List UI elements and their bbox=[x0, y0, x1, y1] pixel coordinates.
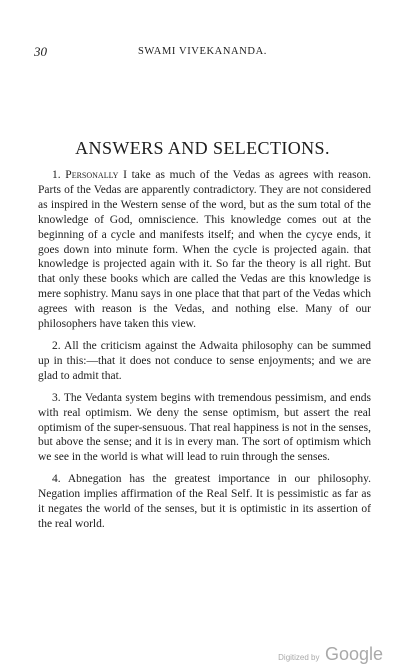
paragraph-1 bbox=[38, 168, 371, 332]
google-logo-text: Google bbox=[324, 644, 383, 664]
paragraph-3: 3. The Vedanta system begins with tremendous pessimism, and ends with real optimism. We deny the sense optimism, but assert the real optimism of the super-sensuous. That real happiness is not in the senses, but above the sense; and it is in every man. The sort of optimism which we see in the world is what will lead to ruin through the senses. bbox=[38, 391, 371, 464]
page-number: 30 bbox=[34, 44, 47, 59]
paragraph-1-number: 1. bbox=[52, 169, 66, 181]
paragraph-1-lead-word: Personally bbox=[65, 169, 119, 181]
paragraph-4: 4. Abnegation has the greatest importance in our philosophy. Negation implies affirmation of the Real Self. It is pessimistic as far as it negates the world of the senses, but it is optimistic in its assertion of the real world. bbox=[38, 473, 371, 530]
digitized-by-google-watermark bbox=[278, 644, 383, 665]
paragraph-2: 2. All the criticism against the Adwaita philosophy can be summed up in this:—that it does not conduce to sense enjoyments; and we are glad to admit that. bbox=[38, 339, 371, 382]
body-text bbox=[38, 168, 371, 539]
paragraph-1-text: I take as much of the Vedas as agrees with reason. Parts of the Vedas are apparently contradictory. They are not considered as inspired in the Western sense of the word, but as the sum total of the knowledge of God, omniscience. This knowledge comes out at the beginning of a cycle and manifests itself; and when the cycye ends, it goes down into minute form. When the cycle is projected again. that knowledge is projected again with it. So far the theory is all right. But that only these books which are called the Vedas are this knowledge is mere sophistry. Manu says in one place that that part of the Vedas which agrees with reason is the Vedas, and nothing else. Many of our philosophers have taken this view. bbox=[38, 169, 372, 331]
section-title: ANSWERS AND SELECTIONS. bbox=[75, 138, 330, 158]
running-head: SWAMI VIVEKANANDA. bbox=[137, 46, 268, 57]
watermark-prefix: Digitized by bbox=[278, 653, 320, 662]
